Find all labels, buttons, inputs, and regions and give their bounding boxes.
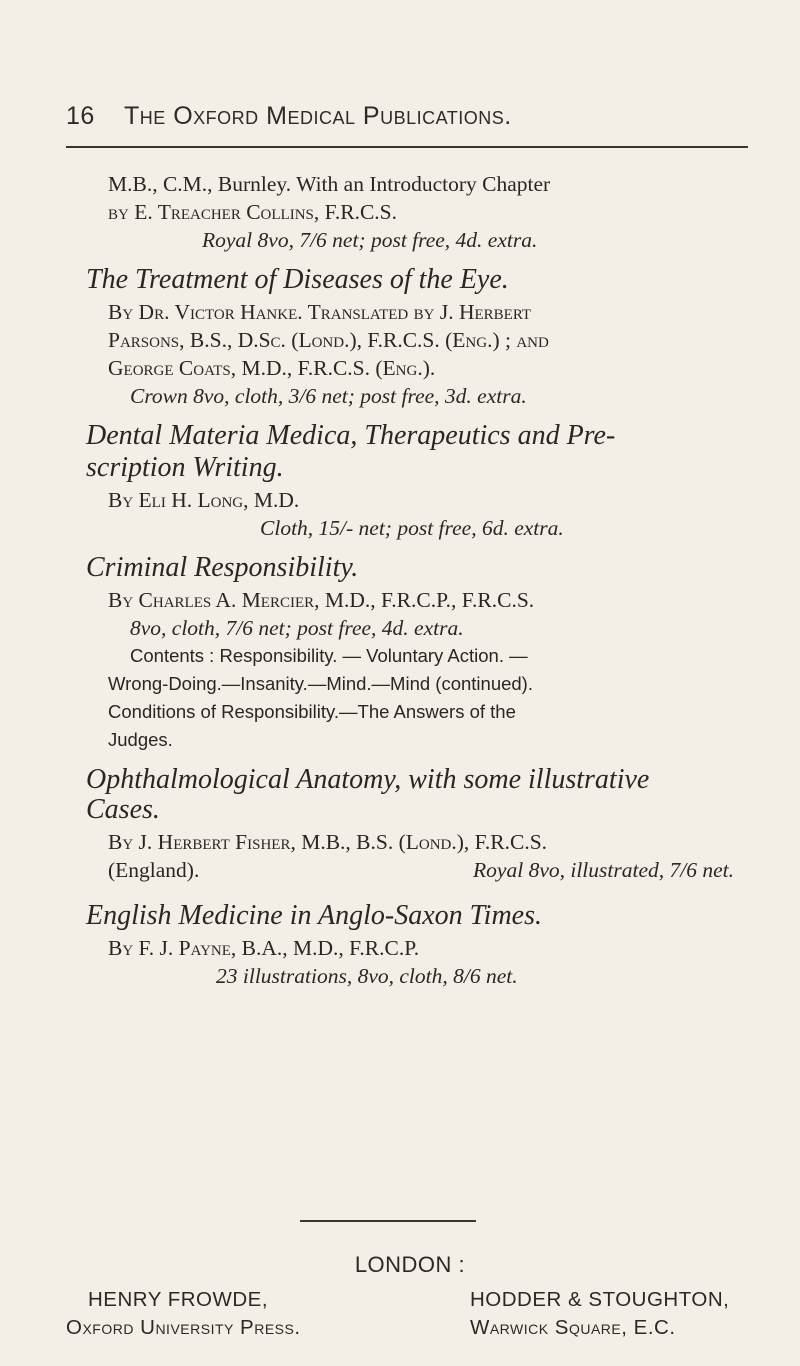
entry-english-medicine	[86, 898, 744, 990]
entries-list	[86, 170, 744, 994]
footer-rule	[300, 1220, 476, 1222]
entry-line: By Dr. Victor Hanke. Translated by J. Herbert	[108, 300, 532, 324]
entry-line-with-price	[108, 856, 744, 884]
entry-price-line: Cloth, 15/- net; post free, 6d. extra.	[260, 516, 564, 540]
publisher-right-address: Warwick Square, E.C.	[470, 1316, 676, 1339]
entry-title: Dental Materia Medica, Therapeutics and Pre-	[86, 420, 616, 451]
imprint	[0, 1252, 800, 1344]
entry-price-line: Crown 8vo, cloth, 3/6 net; post free, 3d. extra.	[130, 384, 527, 408]
imprint-row-addresses	[0, 1316, 800, 1344]
entry-line: By Eli H. Long, M.D.	[108, 488, 300, 512]
entry-title: Ophthalmological Anatomy, with some illustrative	[86, 764, 650, 795]
header-rule	[66, 146, 748, 148]
entry-contents-line: Wrong-Doing.—Insanity.—Mind.—Mind (continued).	[108, 673, 533, 694]
imprint-city: LONDON :	[354, 1252, 466, 1277]
entry-line: by E. Treacher Collins, F.R.C.S.	[108, 200, 398, 224]
imprint-row-publishers	[0, 1288, 800, 1316]
entry-line: Parsons, B.S., D.Sc. (Lond.), F.R.C.S. (Eng.) ; and	[108, 328, 549, 352]
entry-continued	[108, 170, 744, 254]
entry-contents-line: Judges.	[108, 729, 173, 750]
running-head	[66, 102, 746, 131]
entry-eye-diseases	[86, 262, 744, 410]
entry-line: By Charles A. Mercier, M.D., F.R.C.P., F.R.C.S.	[108, 588, 535, 612]
entry-price-line: Royal 8vo, illustrated, 7/6 net.	[473, 858, 734, 882]
entry-title: The Treatment of Diseases of the Eye.	[86, 264, 509, 295]
entry-price-line: Royal 8vo, 7/6 net; post free, 4d. extra.	[202, 228, 538, 252]
entry-contents-line: Conditions of Responsibility.—The Answers of the	[108, 701, 516, 722]
entry-line: By J. Herbert Fisher, M.B., B.S. (Lond.), F.R.C.S.	[108, 830, 548, 854]
entry-ophthalmological-anatomy	[86, 762, 744, 884]
entry-dental-materia-medica	[86, 418, 744, 542]
running-title: The Oxford Medical Publications.	[124, 102, 512, 130]
entry-title-cont: Cases.	[86, 794, 160, 825]
entry-price-line: 8vo, cloth, 7/6 net; post free, 4d. extra.	[130, 616, 464, 640]
entry-title: Criminal Responsibility.	[86, 552, 359, 583]
entry-criminal-responsibility	[86, 550, 744, 754]
entry-line: By F. J. Payne, B.A., M.D., F.R.C.P.	[108, 936, 420, 960]
entry-line: George Coats, M.D., F.R.C.S. (Eng.).	[108, 356, 436, 380]
entry-line: M.B., C.M., Burnley. With an Introductory Chapter	[108, 172, 551, 196]
publisher-right: HODDER & STOUGHTON,	[470, 1288, 730, 1311]
publisher-left: HENRY FROWDE,	[88, 1288, 269, 1311]
entry-contents-line: Contents : Responsibility. — Voluntary Action. —	[130, 645, 528, 666]
entry-line: (England).	[108, 858, 200, 882]
entry-title: English Medicine in Anglo-Saxon Times.	[86, 900, 542, 931]
page-number: 16	[66, 102, 95, 130]
publisher-left-press: Oxford University Press.	[66, 1316, 301, 1339]
entry-price-line: 23 illustrations, 8vo, cloth, 8/6 net.	[216, 964, 518, 988]
entry-title-cont: scription Writing.	[86, 452, 284, 483]
